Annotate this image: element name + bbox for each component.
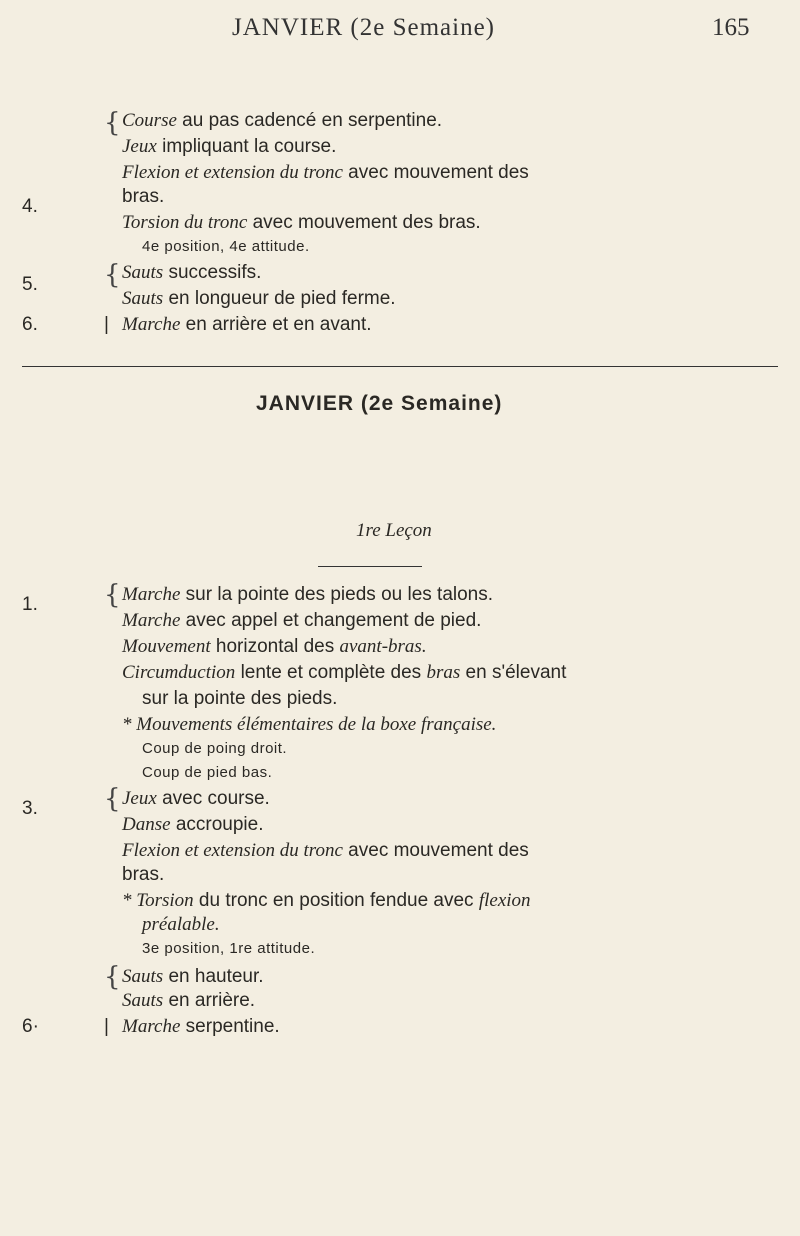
- brace: {: [104, 260, 121, 290]
- item-line: Jeux avec course.: [122, 788, 270, 809]
- item-line: Sauts successifs.: [122, 262, 262, 283]
- brace: {: [104, 784, 121, 814]
- item-number: 5.: [22, 274, 38, 295]
- item-number: 1.: [22, 594, 38, 615]
- item-number: 3.: [22, 798, 38, 819]
- item-line: * Torsion du tronc en position fendue avec flexion: [122, 890, 531, 911]
- item-note: Coup de pied bas.: [142, 764, 273, 781]
- page-number: 165: [712, 14, 750, 41]
- brace: {: [104, 108, 121, 138]
- item-number: 6.: [22, 314, 38, 335]
- divider: [22, 366, 778, 367]
- brace: {: [104, 962, 121, 992]
- item-line: Circumduction lente et complète des bras en s'élevant: [122, 662, 567, 683]
- lesson-title: 1re Leçon: [356, 520, 432, 541]
- item-line: Sauts en arrière.: [122, 990, 256, 1011]
- item-line: Torsion du tronc avec mouvement des bras.: [122, 212, 481, 233]
- item-line: bras.: [122, 186, 165, 207]
- item-line: Marche avec appel et changement de pied.: [122, 610, 482, 631]
- item-line: préalable.: [142, 914, 220, 935]
- item-line: Marche serpentine.: [122, 1016, 280, 1037]
- item-note: Coup de poing droit.: [142, 740, 288, 757]
- item-note: 4e position, 4e attitude.: [142, 238, 310, 255]
- item-line: Sauts en hauteur.: [122, 966, 264, 987]
- item-line: bras.: [122, 864, 165, 885]
- separator-bar: |: [104, 314, 109, 335]
- item-line: Sauts en longueur de pied ferme.: [122, 288, 396, 309]
- separator-bar: |: [104, 1016, 109, 1037]
- item-line: * Mouvements élémentaires de la boxe française.: [122, 714, 497, 735]
- brace: {: [104, 580, 121, 610]
- item-number: 6·: [22, 1016, 39, 1037]
- item-note: 3e position, 1re attitude.: [142, 940, 316, 957]
- item-line: Marche en arrière et en avant.: [122, 314, 372, 335]
- item-line: Jeux impliquant la course.: [122, 136, 337, 157]
- item-number: 4.: [22, 196, 38, 217]
- section-title: JANVIER (2e Semaine): [256, 392, 503, 415]
- item-line: Flexion et extension du tronc avec mouvement des: [122, 840, 529, 861]
- item-line: Mouvement horizontal des avant-bras.: [122, 636, 427, 657]
- item-line: Danse accroupie.: [122, 814, 264, 835]
- item-line: Marche sur la pointe des pieds ou les talons.: [122, 584, 494, 605]
- item-line: sur la pointe des pieds.: [142, 688, 338, 709]
- divider: [318, 566, 422, 567]
- item-line: Course au pas cadencé en serpentine.: [122, 110, 443, 131]
- running-header: JANVIER (2e Semaine): [232, 14, 495, 41]
- item-line: Flexion et extension du tronc avec mouvement des: [122, 162, 529, 183]
